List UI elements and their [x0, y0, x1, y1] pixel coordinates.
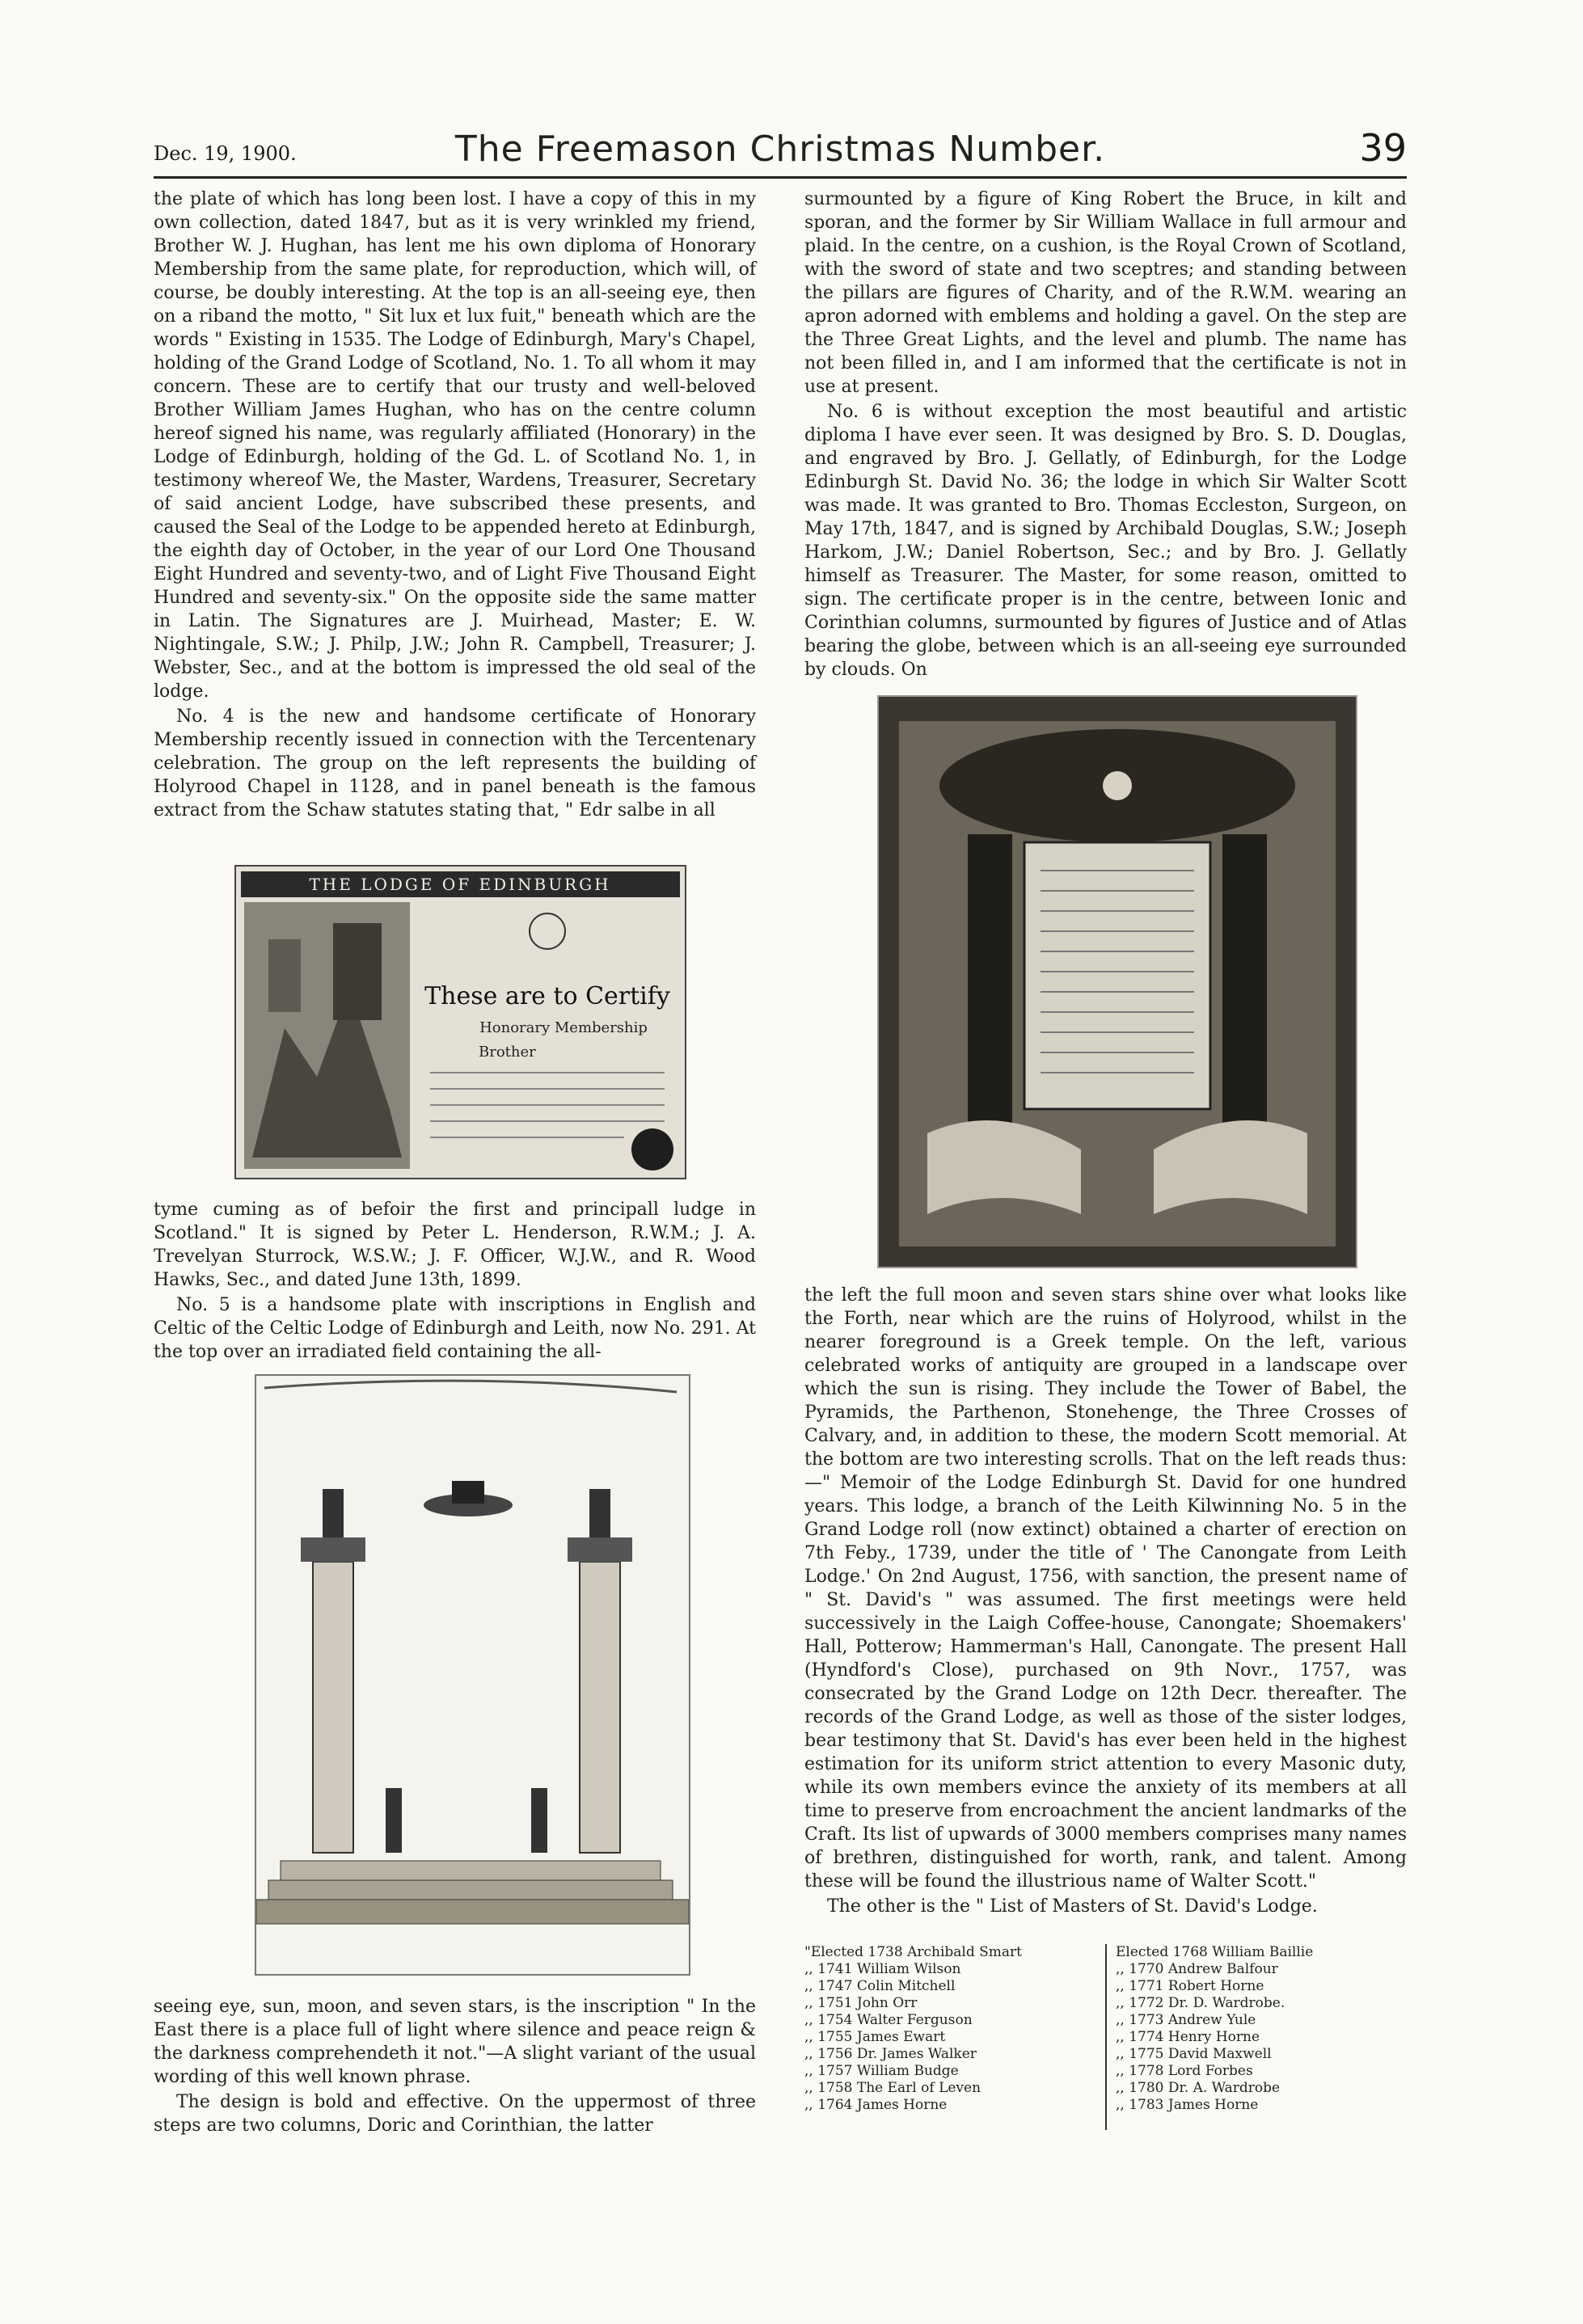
master-entry: ,, 1775 David Maxwell [1116, 2046, 1272, 2062]
master-entry: ,, 1747 Colin Mitchell [804, 1978, 956, 1994]
master-entry: ,, 1757 William Budge [804, 2063, 959, 2079]
certificate-illustration [236, 867, 685, 1178]
master-entry: ,, 1741 William Wilson [804, 1961, 961, 1977]
left-column-top [154, 188, 756, 824]
master-entry: ,, 1751 John Orr [804, 1995, 918, 2011]
right-para-4: The other is the " List of Masters of St. David's Lodge. [827, 1896, 1318, 1917]
left-column-bottom [154, 1995, 756, 2139]
issue-date: Dec. 19, 1900. [154, 142, 297, 165]
left-para-4: No. 5 is a handsome plate with inscriptions in English and Celtic of the Celtic Lodge of Edinburgh and Leith, now No. 291. At the top over an irradiated field containing the all- [154, 1295, 757, 1362]
master-entry: "Elected 1738 Archibald Smart [804, 1944, 1023, 1960]
right-para-2: No. 6 is without exception the most beautiful and artistic diploma I have ever seen. It was designed by Bro. S. D. Douglas, and engraved by Bro. J. Gellatly, of Edinburgh, for the Lodge Edinburgh St. David No. 36; the lodge in which Sir Walter Scott was made. It was granted to Bro. Thomas Eccleston, Surgeon, on May 17th, 1847, and is signed by Archibald Douglas, S.W.; Joseph Harkom, J.W.; Daniel Robertson, Sec.; and by Bro. J. Gellatly himself as Treasurer. The Master, for some reason, omitted to sign. The certificate proper is in the centre, between Ionic and Corinthian columns, surmounted by figures of Justice and of Atlas bearing the globe, between which is an all-seeing eye surrounded by clouds. On [804, 402, 1407, 680]
master-entry: ,, 1774 Henry Horne [1116, 2029, 1260, 2045]
master-entry: ,, 1780 Dr. A. Wardrobe [1116, 2080, 1281, 2096]
masters-list-left [804, 1944, 1095, 2114]
master-entry: ,, 1756 Dr. James Walker [804, 2046, 977, 2062]
page-header [154, 121, 1407, 170]
left-para-3: tyme cuming as of befoir the first and principall ludge in Scotland." It is signed by Peter L. Henderson, R.W.M.; J. A. Trevelyan Sturrock, W.S.W.; J. F. Officer, W.J.W., and R. Wood Hawks, Sec., and dated June 13th, 1899. [154, 1200, 756, 1290]
master-entry: ,, 1771 Robert Horne [1116, 1978, 1264, 1994]
master-entry: ,, 1758 The Earl of Leven [804, 2080, 981, 2096]
st-david-diploma-image [877, 695, 1357, 1268]
master-entry: ,, 1764 James Horne [804, 2097, 948, 2113]
masters-list-right [1116, 1944, 1407, 2114]
right-column-top [804, 188, 1407, 683]
master-entry: ,, 1778 Lord Forbes [1116, 2063, 1253, 2079]
master-entry: ,, 1783 James Horne [1116, 2097, 1259, 2113]
master-entry: ,, 1770 Andrew Balfour [1116, 1961, 1278, 1977]
header-rule [154, 176, 1407, 179]
masters-list [804, 1944, 1407, 2138]
certificate-membership-line: Honorary Membership [479, 1019, 648, 1036]
left-para-2: No. 4 is the new and handsome certificate of Honorary Membership recently issued in connection with the Tercentenary celebration. The group on the left represents the building of Holyrood Chapel in 1128, and in panel beneath is the famous extract from the Schaw statutes stating that, " Edr salbe in all [154, 706, 756, 820]
masters-list-divider [1105, 1944, 1107, 2130]
master-entry: ,, 1772 Dr. D. Wardrobe. [1116, 1995, 1285, 2011]
celtic-plate-illustration [256, 1376, 689, 1974]
left-column-middle [154, 1198, 756, 1365]
master-entry: ,, 1773 Andrew Yule [1116, 2012, 1256, 2028]
left-para-1: the plate of which has long been lost. I have a copy of this in my own collection, dated 1847, but as it is very wrinkled my friend, Brother W. J. Hughan, has lent me his own diploma of Honorary Membership from the same plate, for reproduction, which will, of course, be doubly interesting. At the top is an all-seeing eye, then on a riband the motto, " Sit lux et lux fuit," beneath which are the words " Existing in 1535. The Lodge of Edinburgh, Mary's Chapel, holding of the Grand Lodge of Scotland, No. 1. To all whom it may concern. These are to certify that our trusty and well-beloved Brother William James Hughan, who has on the centre column hereof signed his name, was regularly affiliated (Honorary) in the Lodge of Edinburgh, holding of the Gd. L. of Scotland No. 1, in testimony whereof We, the Master, Wardens, Treasurer, Secretary of said ancient Lodge, have subscribed these presents, and caused the Seal of the Lodge to be appended hereto at Edinburgh, the eighth day of October, in the year of our Lord One Thousand Eight Hundred and seventy-two, and of Light Five Thousand Eight Hundred and seventy-six." On the opposite side the same matter in Latin. The Signatures are J. Muirhead, Master; E. W. Nightingale, S.W.; J. Philp, J.W.; John R. Campbell, Treasurer; J. Webster, Sec., and at the bottom is impressed the old seal of the lodge. [154, 189, 756, 702]
diploma-illustration [879, 697, 1356, 1267]
master-entry: ,, 1755 James Ewart [804, 2029, 946, 2045]
left-para-5: seeing eye, sun, moon, and seven stars, is the inscription " In the East there is a place full of light where silence and peace reign & the darkness comprehendeth it not."—A slight variant of the usual wording of this well known phrase. [154, 1997, 756, 2087]
right-para-3: the left the full moon and seven stars shine over what looks like the Forth, near which are the ruins of Holyrood, whilst in the nearer foreground is a Greek temple. On the left, various celebrated works of antiquity are grouped in a landscape over which the sun is rising. They include the Tower of Babel, the Pyramids, the Parthenon, Stonehenge, the Three Crosses of Calvary, and, in addition to these, the modern Scott memorial. At the bottom are two interesting scrolls. That on the left reads thus:—" Memoir of the Lodge Edinburgh St. David for one hundred years. This lodge, a branch of the Leith Kilwinning No. 5 in the Grand Lodge roll (now extinct) obtained a charter of erection on 7th Feby., 1739, under the title of ' The Canongate from Leith Lodge.' On 2nd August, 1756, with sanction, the present name of " St. David's " was assumed. The first meetings were held successively in the Laigh Coffee-house, Canongate; Shoemakers' Hall, Potterow; Hammerman's Hall, Canongate. The present Hall (Hyndford's Close), purchased on 9th Novr., 1757, was consecrated by the Grand Lodge on 12th Decr. thereafter. The records of the Grand Lodge, as well as those of the sister lodges, bear testimony that St. David's has ever been held in the highest estimation for its uniform strict attention to every Masonic duty, while its own members evince the anxiety of its members at all time to preserve from encroachment the ancient landmarks of the Craft. Its list of upwards of 3000 members comprises many names of brethren, distinguished for worth, rank, and talent. Among these will be found the illustrious name of Walter Scott." [804, 1285, 1407, 1892]
certificate-lodge-edinburgh-image [234, 865, 686, 1179]
page-number: 39 [1359, 126, 1407, 170]
master-entry: Elected 1768 William Baillie [1116, 1944, 1314, 1960]
celtic-lodge-plate-image [255, 1374, 690, 1976]
right-para-1: surmounted by a figure of King Robert the Bruce, in kilt and sporan, and the former by Sir William Wallace in full armour and plaid. In the centre, on a cushion, is the Royal Crown of Scotland, with the sword of state and two sceptres; and standing between the pillars are figures of Charity, and of the R.W.M. wearing an apron adorned with emblems and holding a gavel. On the step are the Three Great Lights, and the level and plumb. The name has not been filled in, and I am informed that the certificate is not in use at present. [804, 189, 1407, 397]
certificate-certify-line: These are to Certify [424, 982, 670, 1010]
certificate-banner: THE LODGE OF EDINBURGH [309, 875, 611, 894]
left-para-6: The design is bold and effective. On the uppermost of three steps are two columns, Doric and Corinthian, the latter [154, 2092, 756, 2136]
publication-title: The Freemason Christmas Number. [454, 129, 1106, 170]
certificate-brother-line: Brother [479, 1044, 536, 1061]
right-column-bottom [804, 1284, 1407, 1920]
master-entry: ,, 1754 Walter Ferguson [804, 2012, 973, 2028]
